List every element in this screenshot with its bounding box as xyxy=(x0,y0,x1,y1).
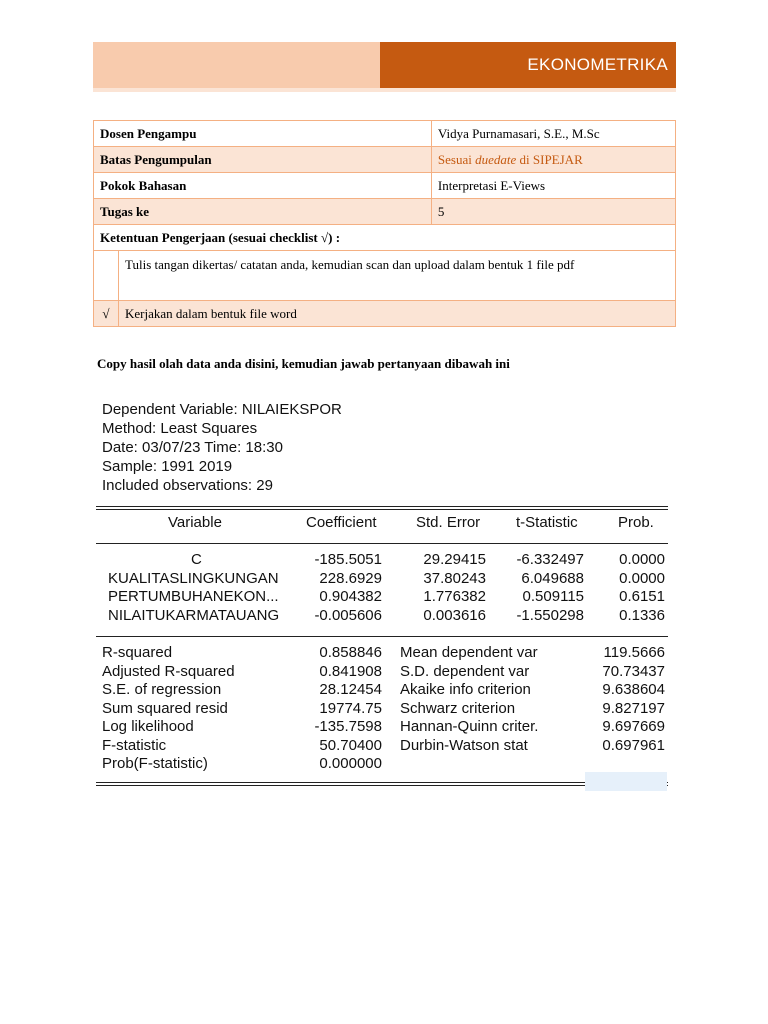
coefficient-value: 0.904382 xyxy=(319,588,382,605)
rule-under-coefficients xyxy=(96,636,668,637)
info-row-batas xyxy=(94,147,676,173)
table-row xyxy=(96,607,668,626)
stat-label: Prob(F-statistic) xyxy=(102,755,208,772)
batas-value-em: duedate xyxy=(475,151,517,167)
banner-left-block xyxy=(93,42,380,88)
coefficient-value: -185.5051 xyxy=(314,551,382,568)
stat-value: 50.70400 xyxy=(319,736,382,754)
variable-name: NILAITUKARMATAUANG xyxy=(108,606,280,624)
batas-value-post: di SIPEJAR xyxy=(516,151,583,167)
stat-label: Adjusted R-squared xyxy=(102,662,235,680)
prob-value: 0.0000 xyxy=(619,551,665,568)
header-banner xyxy=(93,42,676,88)
selection-highlight xyxy=(585,772,667,791)
t-stat-value: -1.550298 xyxy=(516,606,584,624)
info-row-tugas xyxy=(94,199,676,225)
t-stat-value: -6.332497 xyxy=(516,551,584,568)
stat-value: -135.7598 xyxy=(314,718,382,735)
prob-value: 0.6151 xyxy=(619,588,665,605)
method-line: Method: Least Squares xyxy=(102,420,258,437)
table-row xyxy=(96,570,668,589)
stats-row xyxy=(96,718,668,737)
pokok-value: Interpretasi E-Views xyxy=(431,173,675,199)
stat-value: 9.697669 xyxy=(602,718,665,735)
rule-under-header xyxy=(96,543,668,544)
std-error-value: 37.80243 xyxy=(423,569,486,587)
option-row xyxy=(94,301,676,327)
col-prob: Prob. xyxy=(618,514,654,531)
date-line: Date: 03/07/23 Time: 18:30 xyxy=(102,439,283,456)
ketentuan-label: Ketentuan Pengerjaan (sesuai checklist √) : xyxy=(94,225,676,251)
stat-value: 9.827197 xyxy=(602,699,665,717)
stat-label: Schwarz criterion xyxy=(400,699,516,717)
stat-value: 70.73437 xyxy=(602,662,665,680)
variable-name: C xyxy=(191,551,202,568)
table-row xyxy=(96,551,668,570)
stat-value: 28.12454 xyxy=(319,681,382,698)
instruction-text: Copy hasil olah data anda disini, kemudian jawab pertanyaan dibawah ini xyxy=(97,356,510,371)
option-checkbox: √ xyxy=(94,301,119,327)
variable-name: PERTUMBUHANEKON... xyxy=(108,588,279,605)
observations-line: Included observations: 29 xyxy=(102,477,273,494)
col-variable: Variable xyxy=(168,514,222,531)
rule-top-2 xyxy=(96,509,668,510)
stat-label: Sum squared resid xyxy=(102,699,228,717)
stats-row xyxy=(96,755,668,774)
stat-label: S.E. of regression xyxy=(102,681,222,698)
option-text: Kerjakan dalam bentuk file word xyxy=(119,301,676,327)
stat-label: S.D. dependent var xyxy=(400,662,530,680)
coefficient-value: 228.6929 xyxy=(319,569,382,587)
assignment-info-table xyxy=(93,120,676,327)
stats-row xyxy=(96,663,668,682)
t-stat-value: 6.049688 xyxy=(521,569,584,587)
option-checkbox xyxy=(94,251,119,301)
stats-row xyxy=(96,681,668,700)
batas-label: Batas Pengumpulan xyxy=(94,147,432,173)
option-row xyxy=(94,251,676,301)
std-error-value: 29.29415 xyxy=(423,551,486,568)
sample-line: Sample: 1991 2019 xyxy=(102,458,233,475)
info-row-pokok xyxy=(94,173,676,199)
coefficient-value: -0.005606 xyxy=(314,606,382,624)
banner-title: EKONOMETRIKA xyxy=(527,55,668,74)
tugas-label: Tugas ke xyxy=(94,199,432,225)
std-error-value: 0.003616 xyxy=(423,606,486,624)
batas-value-pre: Sesuai xyxy=(437,151,476,167)
stat-label: R-squared xyxy=(102,644,173,661)
pokok-label: Pokok Bahasan xyxy=(94,173,432,199)
dependent-variable-line: Dependent Variable: NILAIEKSPOR xyxy=(102,401,342,418)
stat-value: 0.858846 xyxy=(319,644,382,661)
stat-value: 9.638604 xyxy=(602,681,665,698)
banner-underline xyxy=(93,88,676,92)
eviews-output xyxy=(96,400,668,495)
dosen-label: Dosen Pengampu xyxy=(94,121,432,147)
stat-value: 19774.75 xyxy=(319,699,382,717)
prob-value: 0.1336 xyxy=(619,606,665,624)
stats-row xyxy=(96,700,668,719)
stat-value: 119.5666 xyxy=(603,644,665,661)
std-error-value: 1.776382 xyxy=(423,588,486,605)
option-text: Tulis tangan dikertas/ catatan anda, kemudian scan dan upload dalam bentuk 1 file pdf xyxy=(119,251,676,301)
stat-value: 0.697961 xyxy=(602,736,665,754)
col-std-error: Std. Error xyxy=(416,514,481,531)
summary-stats xyxy=(96,644,668,774)
info-row-ketentuan xyxy=(94,225,676,251)
stat-value: 0.841908 xyxy=(319,662,382,680)
info-row-dosen xyxy=(94,121,676,147)
dosen-value: Vidya Purnamasari, S.E., M.Sc xyxy=(431,121,675,147)
rule-bottom-1 xyxy=(96,782,668,783)
rule-bottom-2 xyxy=(96,785,668,786)
variable-name: KUALITASLINGKUNGAN xyxy=(108,569,279,587)
stat-label: Mean dependent var xyxy=(400,644,538,661)
eviews-header xyxy=(96,400,668,495)
batas-value xyxy=(431,147,675,173)
stats-row xyxy=(96,737,668,756)
column-header-row xyxy=(96,514,668,533)
t-stat-value: 0.509115 xyxy=(522,588,584,605)
col-t-statistic: t-Statistic xyxy=(516,514,578,531)
stat-label: Durbin-Watson stat xyxy=(400,736,528,754)
table-row xyxy=(96,588,668,607)
stat-label: Hannan-Quinn criter. xyxy=(400,718,539,735)
coef-table-body xyxy=(96,551,668,625)
banner-right-block xyxy=(380,42,676,88)
stat-label: F-statistic xyxy=(102,736,167,754)
coef-table-header xyxy=(96,514,668,533)
tugas-value: 5 xyxy=(431,199,675,225)
stat-label: Akaike info criterion xyxy=(400,681,531,698)
stats-row xyxy=(96,644,668,663)
col-coefficient: Coefficient xyxy=(306,514,377,531)
rule-top-1 xyxy=(96,506,668,507)
stat-value: 0.000000 xyxy=(319,755,382,772)
prob-value: 0.0000 xyxy=(619,569,665,587)
stat-label: Log likelihood xyxy=(102,718,194,735)
